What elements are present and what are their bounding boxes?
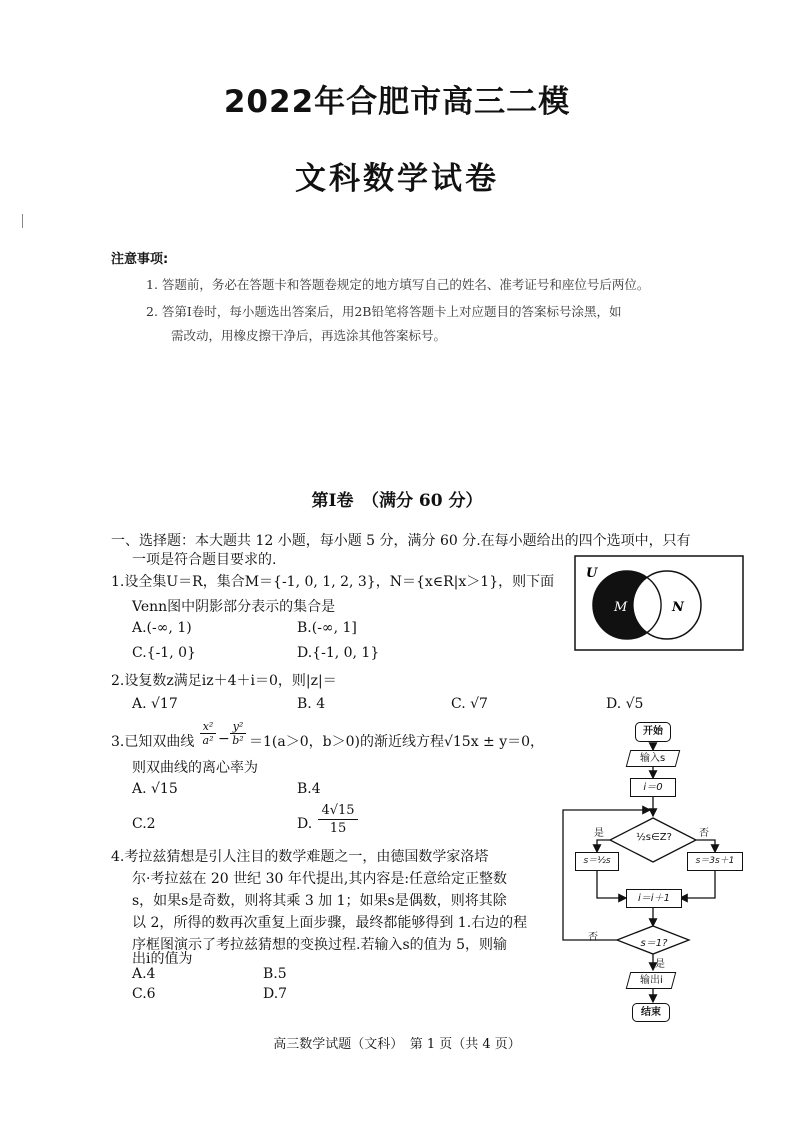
q3-option-c: C.2 bbox=[132, 816, 156, 832]
q3-option-a: A. √15 bbox=[132, 781, 178, 797]
flowchart-output-text: 输出i bbox=[639, 975, 663, 986]
q3-option-d-den: 15 bbox=[329, 821, 347, 836]
q3-frac-y-num: y² bbox=[230, 720, 246, 734]
q4-line-4: 以 2，所得的数再次重复上面步骤，最终都能够得到 1.右边的程 bbox=[132, 915, 528, 931]
flowchart-end: 结束 bbox=[632, 1003, 670, 1022]
q4-line-1: 4.考拉兹猜想是引人注目的数学难题之一，由德国数学家洛塔 bbox=[111, 849, 489, 865]
q4-line-6: 出i的值为 bbox=[132, 951, 193, 967]
q4-option-c: C.6 bbox=[132, 986, 156, 1002]
venn-label-m: M bbox=[614, 600, 628, 615]
notice-item-1: 1. 答题前，务必在答题卡和答题卷规定的地方填写自己的姓名、准考证号和座位号后两位。 bbox=[146, 277, 650, 292]
q3-option-d-num: 4√15 bbox=[318, 802, 358, 820]
q3-line-2: 则双曲线的离心率为 bbox=[132, 760, 258, 776]
q1-line-2: Venn图中阴影部分表示的集合是 bbox=[132, 599, 336, 615]
notice-item-2-cont: 需改动，用橡皮擦干净后，再选涂其他答案标号。 bbox=[171, 328, 447, 343]
flowchart-output bbox=[626, 972, 677, 989]
flowchart-yes1: 是 bbox=[594, 828, 604, 839]
flowchart-left-box: s＝½s bbox=[575, 852, 619, 871]
page-title: 2022年合肥市高三二模 bbox=[223, 84, 571, 120]
q3-frac-y-den: b² bbox=[232, 734, 244, 747]
q2-option-d: D. √5 bbox=[606, 696, 644, 712]
notice-item-2: 2. 答第Ⅰ卷时，每小题选出答案后，用2B铅笔将答题卡上对应题目的答案标号涂黑，如 bbox=[146, 304, 622, 319]
flowchart-cond2: s＝1? bbox=[640, 938, 668, 949]
flowchart-increment: i＝i＋1 bbox=[626, 889, 682, 908]
q2-stem: 2.设复数z满足iz＋4＋i＝0，则|z|＝ bbox=[111, 673, 337, 689]
q1-line-1: 1.设全集U＝R，集合M＝{-1, 0, 1, 2, 3}，N＝{x∈R|x＞1}，则下面 bbox=[111, 574, 555, 590]
scan-mark bbox=[22, 214, 23, 228]
part-title: 第Ⅰ卷 （满分 60 分） bbox=[311, 491, 483, 511]
q3-frac-y bbox=[230, 720, 246, 747]
q2-option-b: B. 4 bbox=[297, 696, 326, 712]
venn-label-u: U bbox=[586, 566, 598, 581]
q1-option-d: D.{-1, 0, 1} bbox=[297, 645, 380, 661]
q3-option-b: B.4 bbox=[297, 781, 321, 797]
q4-option-b: B.5 bbox=[263, 966, 287, 982]
q3-stem-start: 3.已知双曲线 bbox=[111, 734, 195, 750]
venn-label-n: N bbox=[672, 600, 684, 615]
q3-frac-x bbox=[200, 720, 216, 747]
q4-line-2: 尔·考拉兹在 20 世纪 30 年代提出,其内容是:任意给定正整数 bbox=[132, 871, 508, 887]
q3-minus: − bbox=[218, 731, 230, 747]
venn-diagram bbox=[574, 555, 744, 651]
q1-option-b: B.(-∞, 1] bbox=[297, 620, 357, 636]
q2-option-c: C. √7 bbox=[451, 696, 488, 712]
flowchart-yes2: 是 bbox=[655, 959, 665, 970]
q2-option-a: A. √17 bbox=[132, 696, 178, 712]
flowchart-no1: 否 bbox=[699, 828, 709, 839]
flowchart-input bbox=[626, 750, 681, 767]
q3-frac-x-num: x² bbox=[200, 720, 216, 734]
q4-option-a: A.4 bbox=[132, 966, 156, 982]
notice-heading: 注意事项: bbox=[111, 252, 169, 267]
flowchart-input-text: 输入s bbox=[640, 753, 666, 764]
q4-option-d: D.7 bbox=[263, 986, 288, 1002]
flowchart-no2: 否 bbox=[588, 932, 598, 943]
flowchart-cond1: ½s∈Z? bbox=[636, 832, 672, 843]
page-footer: 高三数学试题（文科） 第 1 页（共 4 页） bbox=[273, 1037, 521, 1052]
q3-stem-end: ＝1(a＞0，b＞0)的渐近线方程√15x ± y＝0， bbox=[249, 734, 545, 750]
q4-line-5: 序框图演示了考拉兹猜想的变换过程.若输入s的值为 5，则输 bbox=[132, 937, 507, 953]
q3-frac-x-den: a² bbox=[202, 734, 214, 747]
flowchart-init: i＝0 bbox=[630, 778, 676, 797]
flowchart-right-box: s＝3s＋1 bbox=[687, 852, 743, 871]
q1-option-c: C.{-1, 0} bbox=[132, 645, 196, 661]
q1-option-a: A.(-∞, 1) bbox=[132, 620, 192, 636]
page-subtitle: 文科数学试卷 bbox=[295, 161, 499, 197]
q3-option-d: D. bbox=[297, 816, 313, 832]
q3-option-d-frac bbox=[318, 802, 358, 837]
section-line-1: 一、选择题：本大题共 12 小题，每小题 5 分，满分 60 分.在每小题给出的四个选项中，只有 bbox=[111, 533, 691, 549]
section-line-2: 一项是符合题目要求的. bbox=[132, 552, 277, 568]
flowchart-start: 开始 bbox=[635, 722, 671, 742]
q4-line-3: s，如果s是奇数，则将其乘 3 加 1；如果s是偶数，则将其除 bbox=[132, 893, 507, 909]
